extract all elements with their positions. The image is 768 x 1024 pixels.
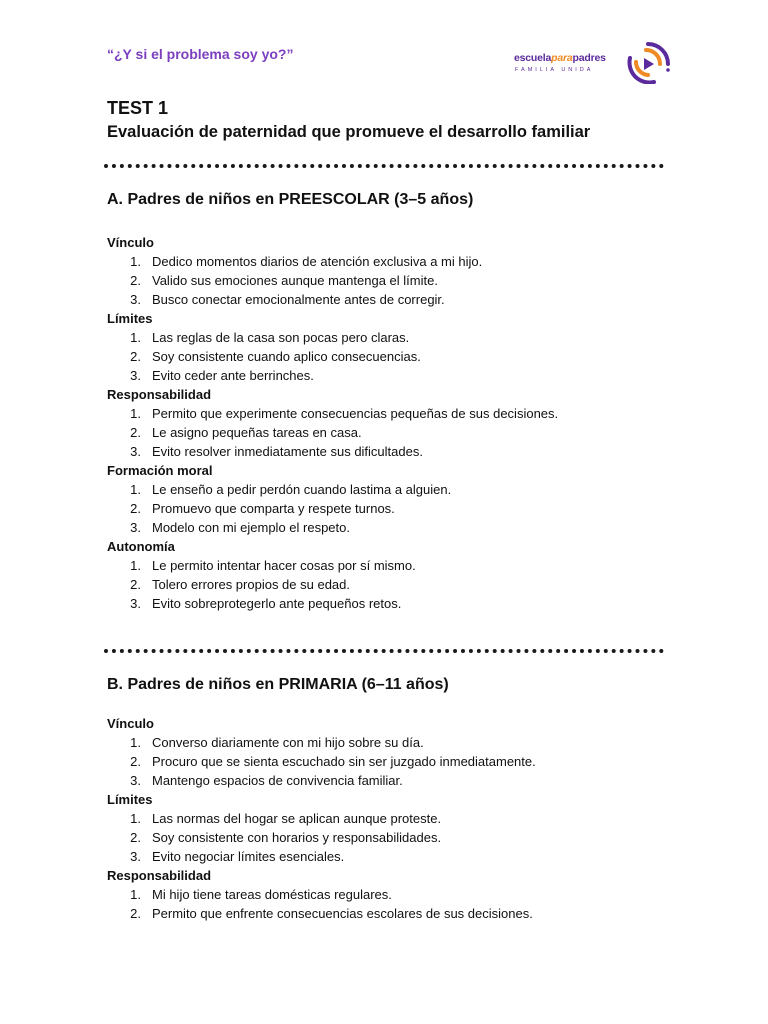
category-label: Responsabilidad (107, 868, 212, 883)
list-item: 3. Mantengo espacios de convivencia familiar. (130, 773, 403, 788)
item-list (107, 733, 687, 790)
item-list (107, 328, 687, 385)
logo-wordmark: escuelaparapadres (514, 52, 606, 64)
category-label: Límites (107, 311, 153, 326)
category-label: Vínculo (107, 235, 154, 250)
list-item: 1. Converso diariamente con mi hijo sobre su día. (130, 735, 424, 750)
header-quote: “¿Y si el problema soy yo?” (107, 46, 294, 62)
list-item: 2. Permito que enfrente consecuencias escolares de sus decisiones. (130, 906, 533, 921)
item-list (107, 252, 687, 309)
section-primaria (107, 675, 687, 923)
logo-tagline: FAMILIA UNIDA (515, 67, 594, 73)
list-item: 3. Evito ceder ante berrinches. (130, 368, 314, 383)
list-item: 1. Las reglas de la casa son pocas pero claras. (130, 330, 410, 345)
item-list (107, 885, 687, 923)
section-divider (104, 649, 664, 653)
item-list (107, 809, 687, 866)
category-label: Límites (107, 792, 153, 807)
list-item: 2. Promuevo que comparta y respete turnos. (130, 501, 395, 516)
list-item: 3. Modelo con mi ejemplo el respeto. (130, 520, 350, 535)
list-item: 3. Evito negociar límites esenciales. (130, 849, 345, 864)
section-divider (104, 164, 664, 168)
section-preescolar (107, 190, 687, 613)
list-item: 2. Tolero errores propios de su edad. (130, 577, 351, 592)
category-label: Vínculo (107, 716, 154, 731)
list-item: 3. Evito sobreprotegerlo ante pequeños retos. (130, 596, 402, 611)
list-item: 2. Le asigno pequeñas tareas en casa. (130, 425, 362, 440)
list-item: 1. Dedico momentos diarios de atención exclusiva a mi hijo. (130, 254, 483, 269)
list-item: 2. Soy consistente con horarios y responsabilidades. (130, 830, 442, 845)
list-item: 2. Soy consistente cuando aplico consecuencias. (130, 349, 421, 364)
list-item: 1. Le permito intentar hacer cosas por sí mismo. (130, 558, 416, 573)
section-heading: B. Padres de niños en PRIMARIA (6–11 años) (107, 676, 449, 693)
list-item: 3. Evito resolver inmediatamente sus dificultades. (130, 444, 423, 459)
test-subtitle: Evaluación de paternidad que promueve el desarrollo familiar (107, 123, 591, 141)
logo-mark-icon (624, 40, 672, 84)
list-item: 2. Valido sus emociones aunque mantenga el límite. (130, 273, 438, 288)
item-list (107, 556, 687, 613)
category-label: Formación moral (107, 463, 213, 478)
list-item: 1. Las normas del hogar se aplican aunque proteste. (130, 811, 442, 826)
category-label: Responsabilidad (107, 387, 212, 402)
test-title: TEST 1 (107, 98, 169, 118)
list-item: 1. Mi hijo tiene tareas domésticas regulares. (130, 887, 392, 902)
list-item: 1. Le enseño a pedir perdón cuando lastima a alguien. (130, 482, 452, 497)
item-list (107, 404, 687, 461)
category-label: Autonomía (107, 539, 175, 554)
list-item: 3. Busco conectar emocionalmente antes de corregir. (130, 292, 445, 307)
list-item: 1. Permito que experimente consecuencias pequeñas de sus decisiones. (130, 406, 559, 421)
item-list (107, 480, 687, 537)
escuela-para-padres-logo (512, 40, 672, 84)
list-item: 2. Procuro que se sienta escuchado sin ser juzgado inmediatamente. (130, 754, 536, 769)
section-heading: A. Padres de niños en PREESCOLAR (3–5 años) (107, 191, 474, 208)
